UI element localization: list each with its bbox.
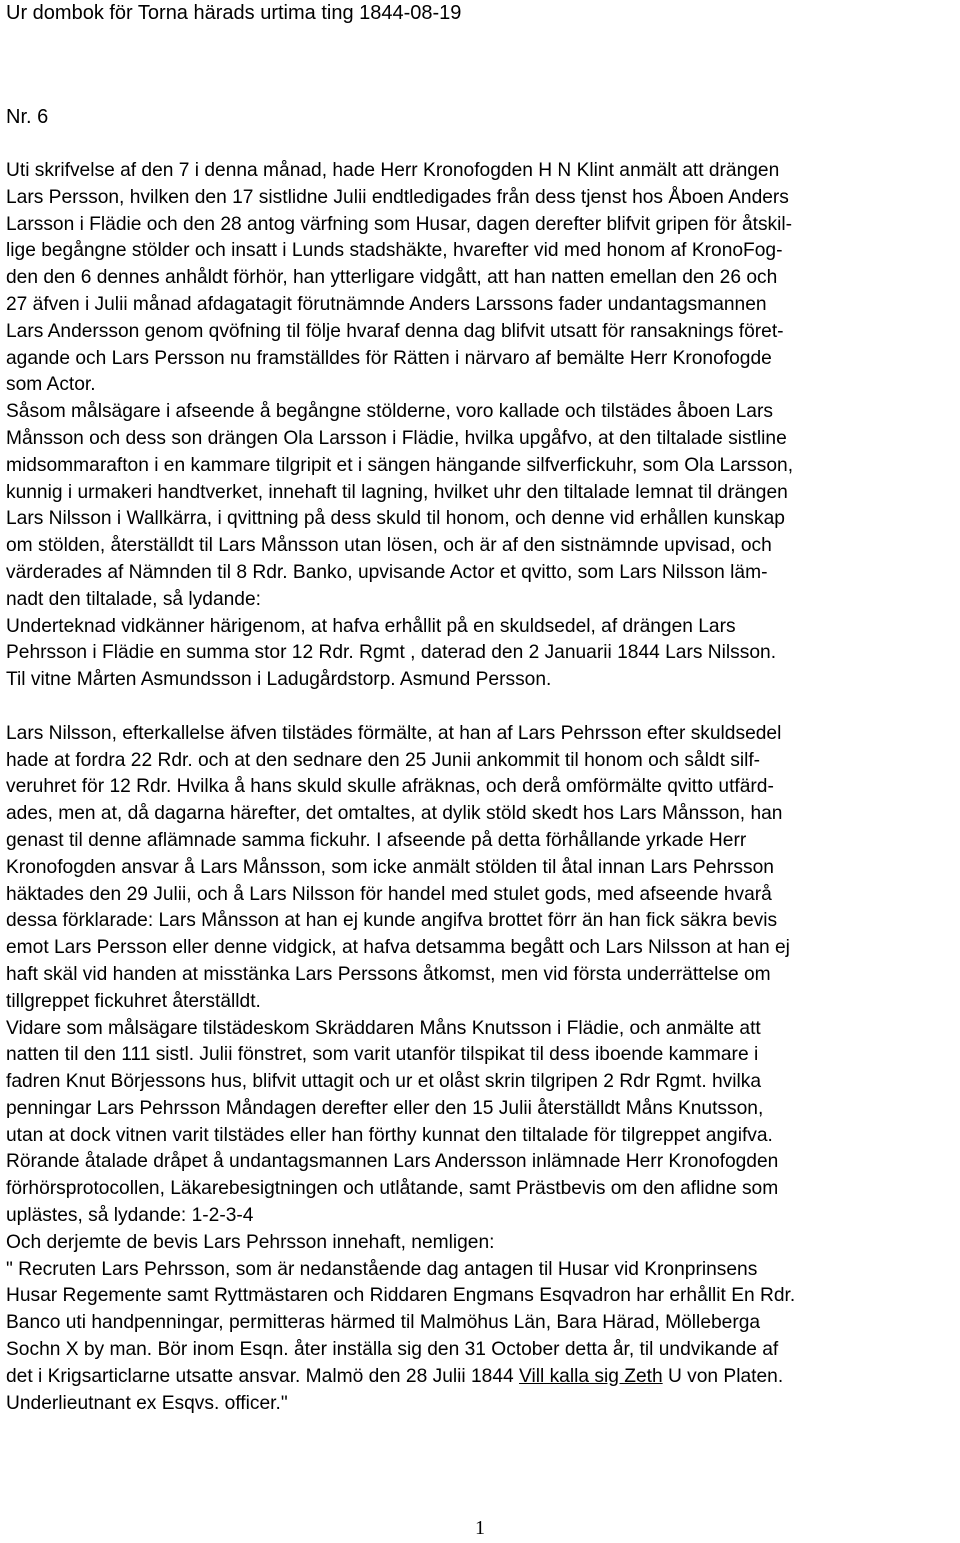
- signature-line-end: U von Platen.: [662, 1365, 784, 1387]
- text-line: midsommarafton i en kammare tilgripit et i sängen hängande silfverfickuhr, som Ola Larsson,: [6, 454, 794, 476]
- text-line: Underteknad vidkänner härigenom, at hafva erhållit på en skuldsedel, af drängen Lars: [6, 615, 736, 637]
- text-line: Och derjemte de bevis Lars Pehrsson innehaft, nemligen:: [6, 1231, 495, 1253]
- text-line: häktades den 29 Julii, och å Lars Nilsson för handel med stulet gods, med afseende hvarå: [6, 883, 772, 905]
- text-line: tillgreppet fickuhret återställdt.: [6, 990, 261, 1012]
- text-line: natten til den 111 sistl. Julii fönstret, som varit utanför tilspikat til dess iboende kammare i: [6, 1044, 759, 1066]
- text-line: kunnig i urmakeri handtverket, innehaft til lagning, hvilket uhr den tiltalade lemnat til drängen: [6, 481, 788, 503]
- text-line: om stölden, återställdt til Lars Månsson utan lösen, och är af den sistnämnde upvisad, och: [6, 535, 772, 557]
- document-header: Ur dombok för Torna härads urtima ting 1844-08-19: [6, 2, 462, 24]
- text-line: fadren Knut Börjessons hus, blifvit uttagit och ur et olåst skrin tilgripen 2 Rdr Rgmt. hvilka: [6, 1071, 762, 1093]
- paragraph-2: [6, 721, 956, 1364]
- document-body: [6, 158, 956, 1417]
- text-line: utan at dock vitnen varit tilstädes eller han förthy kunnat den tiltalade för tilgreppet angifva.: [6, 1124, 773, 1146]
- text-line: hade at fordra 22 Rdr. och at den sednare den 25 Junii ankommit til honom och såldt silf-: [6, 749, 761, 771]
- text-line: Lars Nilsson, efterkallelse äfven tilstädes förmälte, at han af Lars Pehrsson efter skuldsedel: [6, 722, 782, 744]
- text-line: agande och Lars Persson nu framställdes för Rätten i närvaro af bemälte Herr Kronofogde: [6, 347, 772, 369]
- text-line: genast til denne aflämnade samma fickuhr. I afseende på detta förhållande yrkade Herr: [6, 829, 747, 851]
- text-line: nadt den tiltalade, så lydande:: [6, 588, 261, 610]
- text-line: Larsson i Flädie och den 28 antog värfning som Husar, dagen derefter blifvit gripen för åtskil-: [6, 213, 793, 235]
- text-line: Uti skrifvelse af den 7 i denna månad, hade Herr Kronofogden H N Klint anmält att drängen: [6, 160, 780, 181]
- case-number: Nr. 6: [6, 106, 49, 128]
- text-line: dessa förklarade: Lars Månsson at han ej kunde angifva brottet förr än han fick säkra bevis: [6, 910, 778, 932]
- text-line: förhörsprotocollen, Läkarebesigtningen och utlåtande, samt Prästbevis om den aflidne som: [6, 1178, 779, 1200]
- text-line: Pehrsson i Flädie en summa stor 12 Rdr. Rgmt , daterad den 2 Januarii 1844 Lars Nilsson.: [6, 642, 777, 664]
- text-line: ades, men at, då dagarna härefter, det omtaltes, at dylik stöld skedt hos Lars Månsson, han: [6, 803, 783, 825]
- text-line: Kronofogden ansvar å Lars Månsson, som icke anmält stölden til åtal innan Lars Pehrsson: [6, 856, 774, 878]
- text-line: uplästes, så lydande: 1-2-3-4: [6, 1205, 254, 1227]
- page-number: 1: [475, 1517, 485, 1539]
- underlined-name-phrase: Vill kalla sig Zeth: [519, 1365, 663, 1387]
- text-line: Sochn X by man. Bör inom Esqn. åter inställa sig den 31 October detta år, til undvikande af: [6, 1339, 779, 1361]
- text-line: Til vitne Mårten Asmundsson i Ladugårdstorp. Asmund Persson.: [6, 669, 552, 691]
- text-line: veruhret för 12 Rdr. Hvilka å hans skuld skulle afräknas, och derå omförmälte qvitto utfärd-: [6, 776, 774, 798]
- text-line: emot Lars Persson eller denne vidgick, at hafva detsamma begått och Lars Nilsson at han ej: [6, 937, 790, 959]
- signature-line: [6, 1364, 956, 1391]
- text-line: Lars Nilsson i Wallkärra, i qvittning på dess skuld til honom, och denne vid erhållen kunskap: [6, 508, 785, 530]
- paragraph-1: [6, 158, 956, 694]
- text-line: penningar Lars Pehrsson Måndagen derefter eller den 15 Julii återställdt Måns Knutsson,: [6, 1097, 764, 1119]
- closing-line: Underlieutnant ex Esqvs. officer.": [6, 1392, 288, 1414]
- text-line: Rörande åtalade dråpet å undantagsmannen Lars Andersson inlämnade Herr Kronofogden: [6, 1151, 779, 1173]
- signature-line-start: det i Krigsarticlarne utsatte ansvar. Malmö den 28 Julii 1844: [6, 1365, 520, 1387]
- text-line: Husar Regemente samt Ryttmästaren och Riddaren Engmans Esqvadron har erhållit En Rdr.: [6, 1285, 796, 1307]
- text-line: lige begångne stölder och insatt i Lunds stadshäkte, hvarefter vid med honom af KronoFog-: [6, 240, 783, 262]
- paragraph-spacer: [6, 694, 956, 721]
- text-line: Månsson och dess son drängen Ola Larsson i Flädie, hvilka upgåfvo, at den tiltalade sistline: [6, 427, 787, 449]
- text-line: Såsom målsägare i afseende å begångne stölderne, voro kallade och tilstädes åboen Lars: [6, 401, 773, 423]
- text-line: Lars Andersson genom qvöfning til följe hvaraf denna dag blifvit utsatt för ransaknings föret-: [6, 320, 784, 342]
- text-line: Banco uti handpenningar, permitteras härmed til Malmöhus Län, Bara Härad, Mölleberga: [6, 1312, 761, 1334]
- text-line: haft skäl vid handen at misstänka Lars Perssons åtkomst, men vid första underrättelse om: [6, 963, 771, 985]
- text-line: " Recruten Lars Pehrsson, som är nedanstående dag antagen til Husar vid Kronprinsens: [6, 1258, 758, 1280]
- text-line: 27 äfven i Julii månad afdagatagit förutnämnde Anders Larssons fader undantagsmannen: [6, 293, 767, 315]
- text-line: som Actor.: [6, 374, 96, 396]
- text-line: Vidare som målsägare tilstädeskom Skräddaren Måns Knutsson i Flädie, och anmälte att: [6, 1017, 761, 1039]
- text-line: Lars Persson, hvilken den 17 sistlidne Julii endtledigades från dess tjenst hos Åboen Anders: [6, 186, 789, 208]
- text-line: värderades af Nämnden til 8 Rdr. Banko, upvisande Actor et qvitto, som Lars Nilsson läm-: [6, 561, 768, 583]
- text-line: den den 6 dennes anhåldt förhör, han ytterligare vidgått, att han natten emellan den 26 och: [6, 267, 778, 289]
